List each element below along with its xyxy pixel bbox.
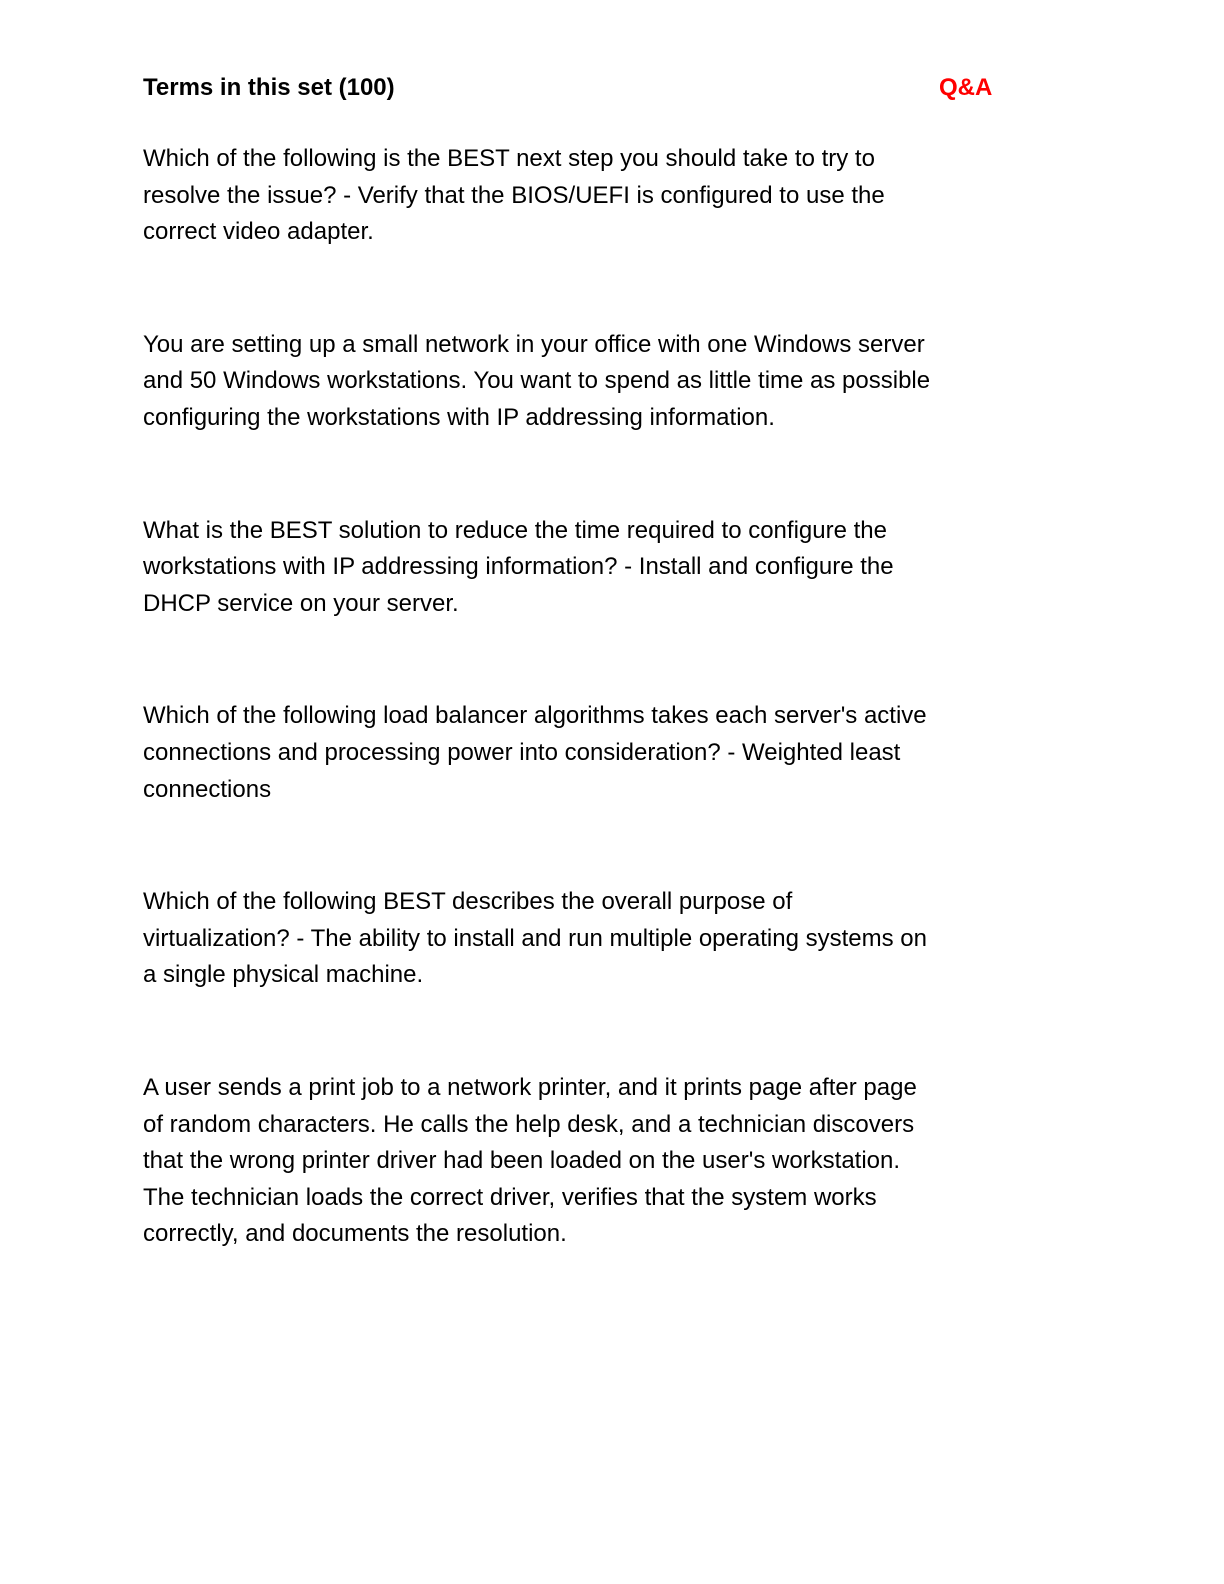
qa-entry: What is the BEST solution to reduce the time required to configure the workstations with IP addressing information? - Install and configure the DHCP service on your server.	[143, 516, 894, 617]
qa-entry: Which of the following is the BEST next step you should take to try to resolve the issue? - Verify that the BIOS/UEFI is configured to use the correct video adapter.	[143, 145, 885, 246]
qa-entry: A user sends a print job to a network printer, and it prints page after page of random characters. He calls the help desk, and a technician discovers that the wrong printer driver had been loaded on the user's workstation. The technician loads the correct driver, verifies that the system works correctly, and documents the resolution.	[143, 1073, 917, 1248]
qa-entry: Which of the following BEST describes the overall purpose of virtualization? - The ability to install and run multiple operating systems on a single physical machine.	[143, 888, 927, 989]
qa-entries	[143, 141, 1073, 1329]
set-title: Terms in this set (100)	[143, 74, 395, 101]
qa-entry: Which of the following load balancer algorithms takes each server's active connections and processing power into consideration? - Weighted least connections	[143, 702, 927, 803]
page-header	[143, 70, 1003, 106]
qa-label: Q&A	[939, 74, 993, 101]
qa-entry: You are setting up a small network in your office with one Windows server and 50 Windows workstations. You want to spend as little time as possible configuring the workstations with IP addressing information.	[143, 330, 931, 431]
